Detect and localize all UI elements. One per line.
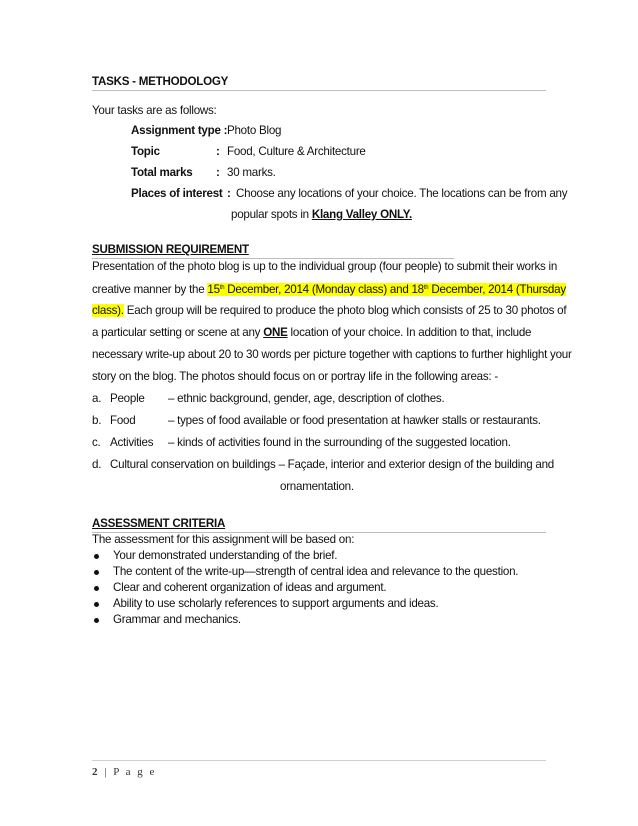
submission-line5: necessary write-up about 20 to 30 words per picture together with captions to further highlight your — [92, 348, 572, 361]
page-footer — [92, 766, 156, 778]
page-number: 2 — [92, 766, 100, 778]
area-desc: – types of food available or food presentation at hawker stalls or restaurants. — [168, 414, 541, 427]
submission-line4 — [92, 326, 531, 339]
assessment-intro: The assessment for this assignment will be based on: — [92, 533, 355, 546]
footer-rule — [92, 760, 546, 761]
places-klang-valley: Klang Valley ONLY. — [311, 208, 412, 221]
places-label: Places of interest — [131, 187, 223, 200]
criterion-item: Clear and coherent organization of ideas and argument. — [113, 581, 387, 594]
topic-label: Topic — [131, 145, 160, 158]
heading-tasks-methodology: TASKS - METHODOLOGY — [92, 75, 229, 88]
places-line2-text: popular spots in — [231, 208, 312, 221]
places-colon: : — [227, 187, 231, 200]
total-marks-value: 30 marks. — [227, 166, 276, 179]
heading-assessment-criteria: ASSESSMENT CRITERIA — [92, 517, 226, 530]
topic-value: Food, Culture & Architecture — [227, 145, 366, 158]
bullet-icon — [94, 570, 99, 575]
deadline-day-a: 15 — [207, 283, 220, 296]
footer-page-word: P a g e — [113, 766, 157, 778]
deadline-text-c: December, 2014 (Thursday — [428, 283, 566, 296]
area-desc: – kinds of activities found in the surrounding of the suggested location. — [168, 436, 511, 449]
area-desc: – ethnic background, gender, age, description of clothes. — [168, 392, 445, 405]
criterion-item: The content of the write-up—strength of central idea and relevance to the question. — [113, 565, 519, 578]
area-name: Activities — [110, 436, 154, 449]
highlight-deadline — [207, 283, 565, 296]
deadline-sup-a: th — [219, 285, 225, 291]
bullet-icon — [94, 586, 99, 591]
bullet-icon — [94, 618, 99, 623]
criterion-item: Ability to use scholarly references to support arguments and ideas. — [113, 597, 439, 610]
area-name: Food — [110, 414, 136, 427]
heading-submission-requirement: SUBMISSION REQUIREMENT — [92, 243, 249, 256]
submission-line3-text: Each group will be required to produce the photo blog which consists of 25 to 30 photos of — [123, 304, 567, 317]
total-marks-colon: : — [216, 166, 220, 179]
area-marker: a. — [92, 392, 102, 405]
tasks-intro: Your tasks are as follows: — [92, 104, 217, 117]
area-d-text: Cultural conservation on buildings – Façade, interior and exterior design of the building and — [110, 458, 555, 471]
submission-line2 — [92, 283, 566, 296]
area-marker: d. — [92, 458, 102, 471]
area-d-continuation: ornamentation. — [280, 480, 354, 493]
submission-line2-text: creative manner by the — [92, 283, 208, 296]
submission-line4-pre: a particular setting or scene at any — [92, 326, 264, 339]
places-line1: Choose any locations of your choice. The locations can be from any — [236, 187, 568, 200]
submission-line6: story on the blog. The photos should focus on or portray life in the following areas: - — [92, 370, 498, 383]
deadline-sup-b: th — [423, 285, 429, 291]
total-marks-label: Total marks — [131, 166, 193, 179]
area-marker: c. — [92, 436, 101, 449]
assignment-type-label: Assignment type : — [131, 124, 228, 137]
criterion-item: Your demonstrated understanding of the brief. — [113, 549, 338, 562]
deadline-text-d: class). — [92, 304, 124, 317]
area-name: People — [110, 392, 145, 405]
heading-rule — [92, 258, 454, 259]
submission-line1: Presentation of the photo blog is up to the individual group (four people) to submit their works in — [92, 260, 558, 273]
bullet-icon — [94, 554, 99, 559]
area-marker: b. — [92, 414, 102, 427]
places-line2 — [231, 208, 412, 221]
submission-line4-post: location of your choice. In addition to that, include — [287, 326, 532, 339]
bullet-icon — [94, 602, 99, 607]
footer-separator: | — [99, 766, 114, 778]
deadline-text-b: December, 2014 (Monday class) and 18 — [224, 283, 424, 296]
heading-rule — [92, 90, 546, 91]
assignment-type-value: Photo Blog — [227, 124, 282, 137]
criterion-item: Grammar and mechanics. — [113, 613, 241, 626]
topic-colon: : — [216, 145, 220, 158]
submission-one: ONE — [263, 326, 288, 339]
submission-line3 — [92, 304, 566, 317]
